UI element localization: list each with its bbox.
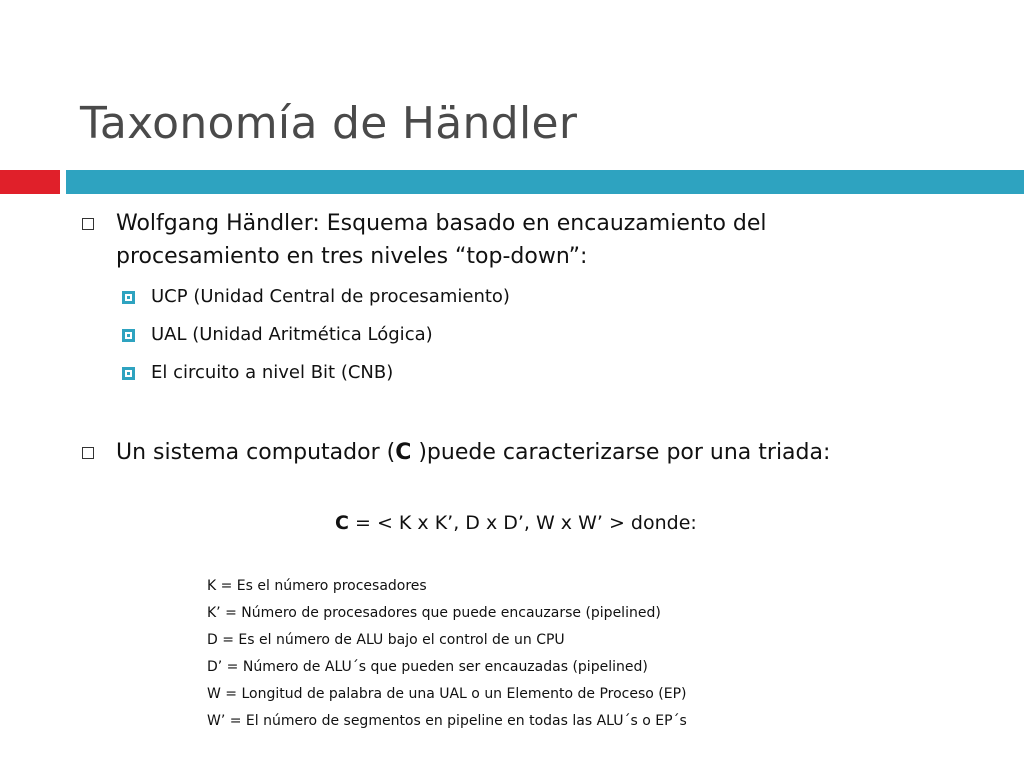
definition-d-prime: D’ = Número de ALU´s que pueden ser encauzadas (pipelined) [207, 659, 648, 675]
bullet-text-triad-symbol: C [395, 440, 412, 465]
bullet-text-handler-line1: Wolfgang Händler: Esquema basado en encauzamiento del [116, 211, 767, 236]
hollow-square-bullet-icon [82, 218, 94, 230]
definition-w: W = Longitud de palabra de una UAL o un Elemento de Proceso (EP) [207, 686, 687, 702]
definition-w-prime: W’ = El número de segmentos en pipeline en todas las ALU´s o EP´s [207, 713, 687, 729]
definition-k: K = Es el número procesadores [207, 578, 427, 594]
sub-bullet-ucp: UCP (Unidad Central de procesamiento) [151, 286, 510, 307]
definition-d: D = Es el número de ALU bajo el control de un CPU [207, 632, 565, 648]
sub-bullet-ual: UAL (Unidad Aritmética Lógica) [151, 324, 433, 345]
triad-formula [335, 510, 697, 536]
formula-symbol: C [335, 512, 349, 534]
filled-square-bullet-icon [122, 291, 135, 304]
formula-expression: = < K x K’, D x D’, W x W’ > donde: [348, 512, 697, 534]
bullet-text-handler-line2: procesamiento en tres niveles “top-down”: [116, 244, 588, 269]
definition-k-prime: K’ = Número de procesadores que puede encauzarse (pipelined) [207, 605, 661, 621]
bullet-text-triad-pre: Un sistema computador ( [116, 440, 396, 465]
bullet-text-triad [116, 436, 830, 469]
definitions-list [207, 573, 687, 735]
bullet-text-triad-post: )puede caracterizarse por una triada: [411, 440, 831, 465]
slide-title: Taxonomía de Händler [80, 98, 578, 149]
filled-square-bullet-icon [122, 329, 135, 342]
filled-square-bullet-icon [122, 367, 135, 380]
sub-bullet-cnb: El circuito a nivel Bit (CNB) [151, 362, 394, 383]
hollow-square-bullet-icon [82, 447, 94, 459]
